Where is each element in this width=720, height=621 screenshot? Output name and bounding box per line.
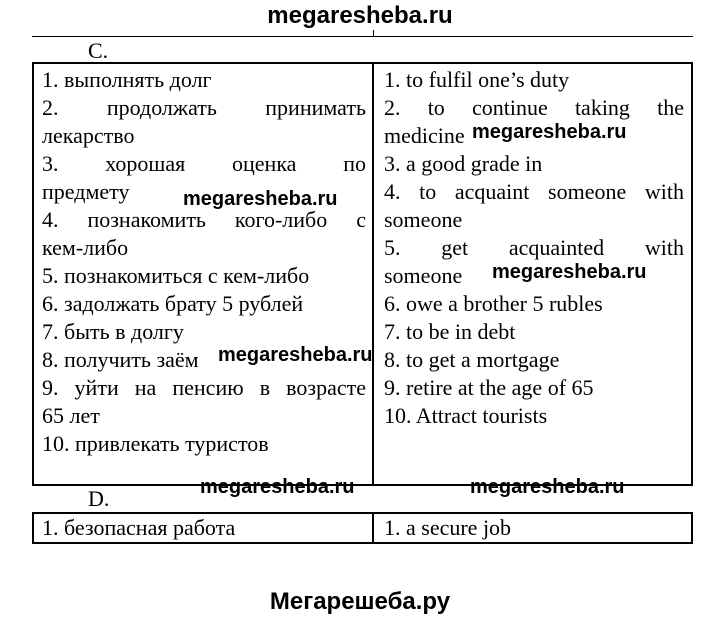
en-entry-10: 10. Attract tourists (384, 403, 548, 428)
watermark-text: megaresheba.ru (218, 344, 373, 366)
ru-entry-9-cont: 65 лет (42, 403, 100, 428)
watermark-text: megaresheba.ru (200, 476, 355, 498)
ru-entry-10: 10. привлекать туристов (42, 431, 269, 456)
section-c-label: C. (88, 38, 109, 63)
ru-entry-4: 4. познакомить кого-либо с (42, 207, 366, 232)
watermark-text: megaresheba.ru (472, 121, 627, 143)
en-entry-3: 3. a good grade in (384, 151, 543, 176)
ru-entry-5: 5. познакомиться с кем-либо (42, 263, 310, 288)
watermark-text: megaresheba.ru (470, 476, 625, 498)
ru-entry-1: 1. выполнять долг (42, 67, 212, 92)
ru-entry-8: 8. получить заём (42, 347, 199, 372)
en-entry-2-cont: medicine (384, 123, 465, 148)
en-entry-4: 4. to acquaint someone with (384, 179, 684, 204)
watermark-text: megaresheba.ru (492, 261, 647, 283)
en-entry-5-cont: someone (384, 263, 463, 288)
ru-entry-d1: 1. безопасная работа (42, 515, 236, 540)
site-header: megaresheba.ru (267, 2, 453, 29)
en-entry-d1: 1. a secure job (384, 515, 512, 540)
ru-entry-2: 2. продолжать принимать (42, 95, 366, 120)
ru-entry-2-cont: лекарство (42, 123, 135, 148)
en-entry-9: 9. retire at the age of 65 (384, 375, 594, 400)
ru-entry-3: 3. хорошая оценка по (42, 151, 366, 176)
watermark-text: megaresheba.ru (183, 188, 338, 210)
ru-entry-6: 6. задолжать брату 5 рублей (42, 291, 304, 316)
site-footer: Мегарешеба.ру (269, 588, 451, 615)
en-entry-5: 5. get acquainted with (384, 235, 684, 260)
ru-entry-3-cont: предмету (42, 179, 130, 204)
en-entry-6: 6. owe a brother 5 rubles (384, 291, 603, 316)
en-entry-1: 1. to fulfil one’s duty (384, 67, 570, 92)
en-entry-8: 8. to get a mortgage (384, 347, 560, 372)
ru-entry-7: 7. быть в долгу (42, 319, 184, 344)
top-border-line (32, 36, 693, 37)
section-d-table (32, 512, 693, 544)
ru-entry-4-cont: кем-либо (42, 235, 129, 260)
en-entry-2: 2. to continue taking the (384, 95, 684, 120)
ru-entry-9: 9. уйти на пенсию в возрасте (42, 375, 366, 400)
section-d-label: D. (88, 486, 110, 511)
top-divider-tick (373, 30, 374, 36)
en-entry-7: 7. to be in debt (384, 319, 516, 344)
en-entry-4-cont: someone (384, 207, 463, 232)
